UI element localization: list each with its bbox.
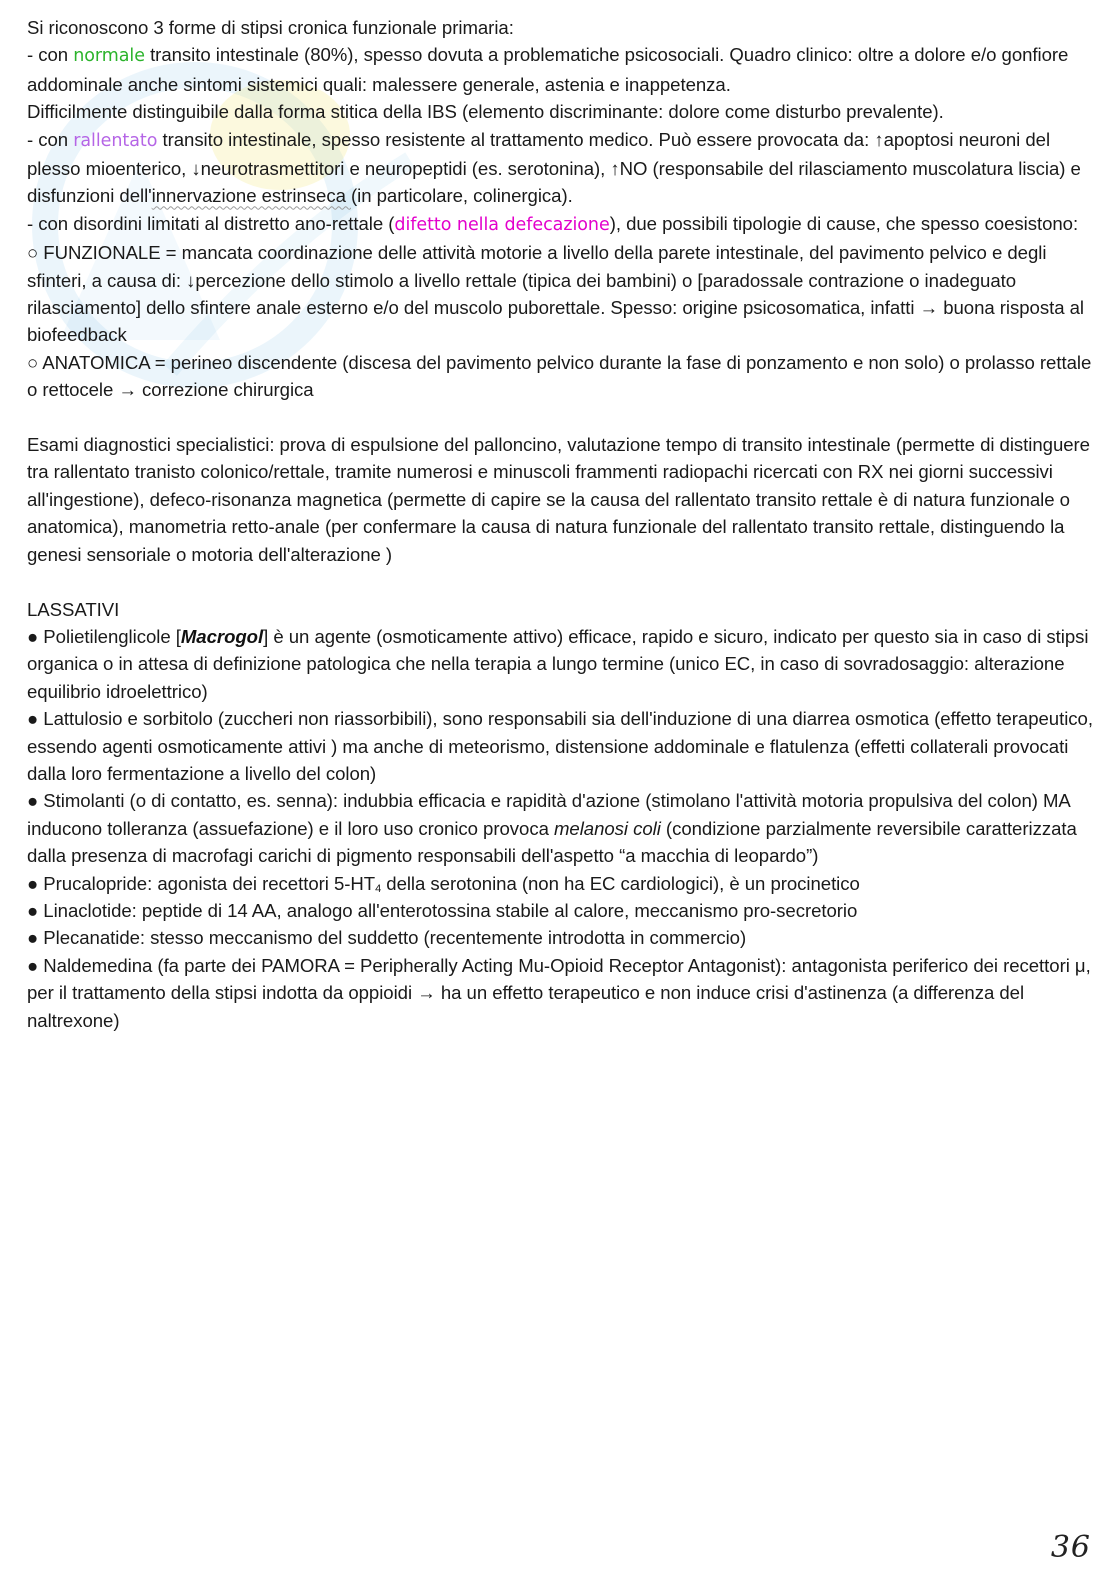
spellcheck-underline: innervazione estrinseca: [151, 185, 351, 207]
lassativo-item-naldemedina: ● Naldemedina (fa parte dei PAMORA = Peripherally Acting Mu-Opioid Receptor Antagonist): antagonista periferico dei recettori μ, per il trattamento della stipsi indotta da oppioidi → ha un effetto terapeutico e non induce crisi d'astinenza (a differenza del naltrexone): [27, 954, 1091, 1031]
lassativo-item-plecanatide: ● Plecanatide: stesso meccanismo del suddetto (recentemente introdotta in commercio): [27, 927, 747, 949]
brand-macrogol: Macrogol: [180, 625, 264, 647]
keyword-difetto-defecazione: difetto nella defecazione: [394, 214, 610, 235]
subscript-4: 4: [375, 882, 382, 895]
sub-item-anatomica: ○ ANATOMICA = perineo discendente (discesa del pavimento pelvico durante la fase di ponzamento e non solo) o prolasso rettale o rettocele → correzione chirurgica: [27, 351, 1092, 401]
keyword-normale: normale: [73, 46, 145, 67]
spacer: [27, 404, 1097, 431]
keyword-rallentato: rallentato: [73, 130, 158, 151]
form-normale-paragraph: - con normale transito intestinale (80%), spesso dovuta a problematiche psicosociali. Quadro clinico: oltre a dolore e/o gonfiore addominale anche sintomi sistemici quali: malessere generale, astenia e inappetenza.: [27, 44, 1069, 95]
spacer: [27, 568, 1097, 595]
intro-title: Si riconoscono 3 forme di stipsi cronica funzionale primaria:: [27, 17, 514, 38]
lassativi-heading: LASSATIVI: [27, 598, 120, 620]
form-anorettale-paragraph: - con disordini limitati al distretto ano-rettale (difetto nella defecazione), due possibili tipologie di cause, che spesso coesistono:: [27, 212, 1079, 235]
sub-item-funzionale: ○ FUNZIONALE = mancata coordinazione delle attività motorie a livello della parete intestinale, del pavimento pelvico e degli sfinteri, a causa di: ↓percezione dello stimolo a livello rettale (tipica dei bambini) o [paradossale contrazione o inadeguato rilasciamento] dello sfintere anale esterno e/o del muscolo puborettale. Spesso: origine psicosomatica, infatti → buona risposta al biofeedback: [27, 242, 1084, 346]
lassativo-item-lattulosio: ● Lattulosio e sorbitolo (zuccheri non riassorbibili), sono responsabili sia dell'induzione di una diarrea osmotica (effetto terapeutico, essendo agenti osmoticamente attivi ) ma anche di meteorismo, distensione addominale e flatulenza (effetti collaterali provocati dalla loro fermentazione a livello del colon): [27, 708, 1093, 784]
lassativo-item-prucalopride: ● Prucalopride: agonista dei recettori $5-HT_4$ della serotonina (non ha EC cardiologici), è un procinetico: [27, 872, 860, 895]
lassativo-item-macrogol: ● Polietilenglicole [Macrogol] è un agente (osmoticamente attivo) efficace, rapido e sicuro, indicato per questo sia in caso di stipsi organica o in attesa di definizione patologica che nella terapia a lungo termine (unico EC, in caso di sovradosaggio: alterazione equilibrio idroelettrico): [27, 625, 1089, 702]
form-normale-note: Difficilmente distinguibile dalla forma stitica della IBS (elemento discriminante: dolore come disturbo prevalente).: [27, 101, 944, 123]
esami-paragraph: Esami diagnostici specialistici: prova di espulsione del palloncino, valutazione tempo di transito intestinale (permette di distinguere tra rallentato tranisto colonico/rettale, tramite numerosi e minuscoli frammenti radiopachi ricercati con RX nei giorni successivi all'ingestione), defeco-risonanza magnetica (permette di capire se la causa del rallentato transito rettale è di natura funzionale o anatomica), manometria retto-anale (per confermare la causa di natura funzionale del rallentato transito rettale, distinguendo la genesi sensoriale o motoria dell'alterazione ): [27, 434, 1090, 565]
page-content: [27, 14, 1097, 1034]
lassativo-item-stimolanti: ● Stimolanti (o di contatto, es. senna): indubbia efficacia e rapidità d'azione (stimolano l'attività motoria propulsiva del colon) MA inducono tolleranza (assuefazione) e il loro uso cronico provoca melanosi coli (condizione parzialmente reversibile caratterizzata dalla presenza di macrofagi carichi di pigmento responsabili dell'aspetto “a macchia di leopardo”): [27, 790, 1077, 867]
lassativo-item-linaclotide: ● Linaclotide: peptide di 14 AA, analogo all'enterotossina stabile al calore, meccanismo pro-secretorio: [27, 899, 858, 921]
term-melanosi-coli: melanosi coli: [553, 817, 661, 839]
page-number: 36: [1050, 1530, 1091, 1565]
form-rallentato-paragraph: - con rallentato transito intestinale, spesso resistente al trattamento medico. Può essere provocata da: ↑apoptosi neuroni del plesso mioenterico, ↓neurotrasmettitori e neuropeptidi (es. serotonina), ↑NO (responsabile del rilasciamento muscolatura liscia) e disfunzioni dell'innervazione estrinseca (in particolare, colinergica).: [27, 128, 1081, 207]
